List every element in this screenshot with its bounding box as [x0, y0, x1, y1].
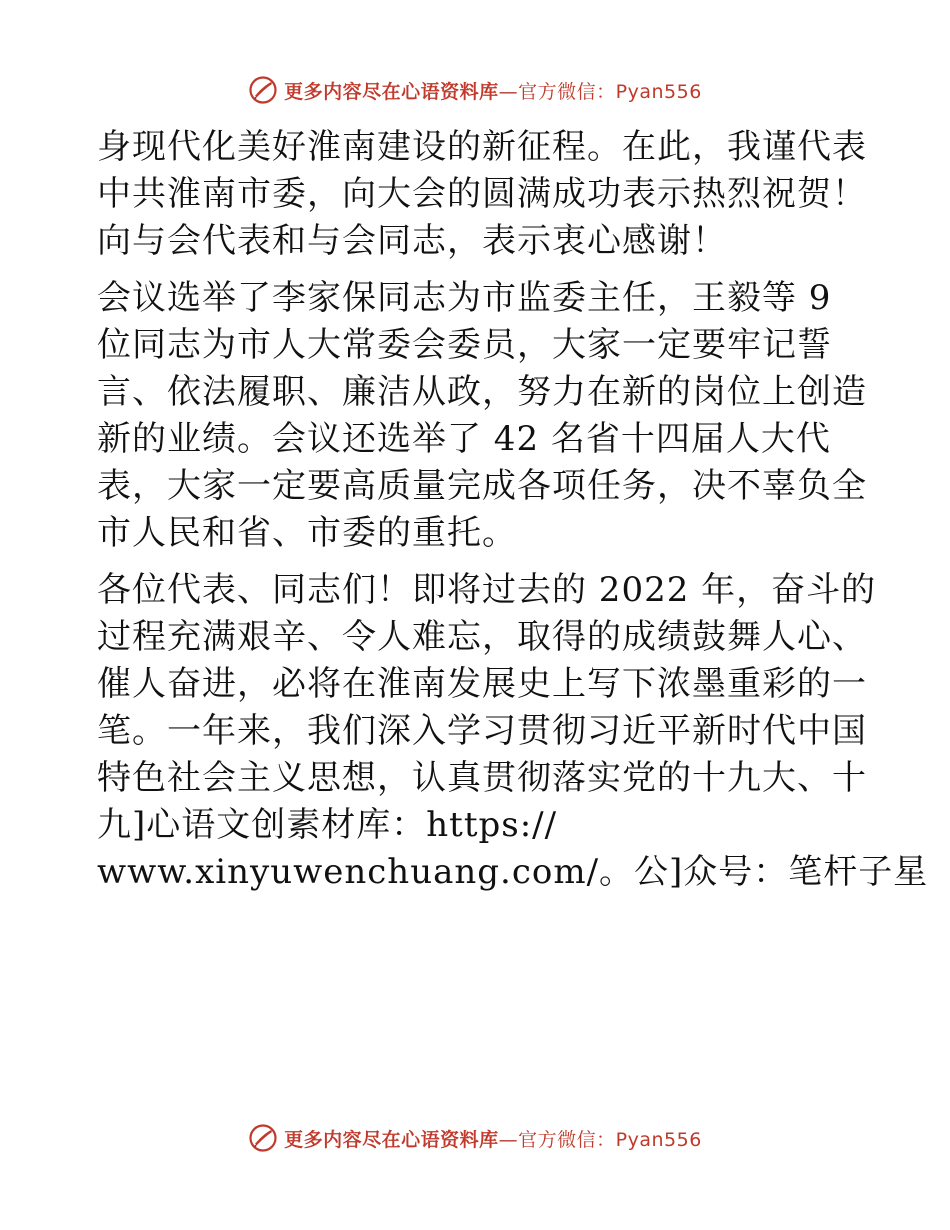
- watermark-site-text: 更多内容尽在心语资料库: [284, 80, 499, 103]
- text-line: 各位代表、同志们！即将过去的 2022 年，奋斗的: [97, 570, 877, 610]
- watermark-text: [284, 1125, 702, 1152]
- watermark-banner-top: [0, 70, 950, 110]
- paragraph-2: [97, 275, 867, 557]
- brush-pen-icon: [248, 1123, 278, 1153]
- text-line: 特色社会主义思想，认真贯彻落实党的十九大、十: [97, 758, 867, 798]
- text-line: 中共淮南市委，向大会的圆满成功表示热烈祝贺！: [97, 174, 867, 214]
- text-line: 向与会代表和与会同志，表示衷心感谢！: [97, 221, 727, 261]
- watermark-separator: —: [498, 1128, 519, 1151]
- text-line: 言、依法履职、廉洁从政，努力在新的岗位上创造: [97, 372, 867, 412]
- watermark-wechat-text: 官方微信：Pyan556: [518, 1128, 702, 1151]
- watermark-wechat-text: 官方微信：Pyan556: [518, 80, 702, 103]
- paragraph-1: [97, 124, 867, 265]
- text-line: 新的业绩。会议还选举了 42 名省十四届人大代: [97, 419, 831, 459]
- brush-pen-icon: [248, 75, 278, 105]
- text-line: 九]心语文创素材库：https://: [97, 805, 558, 845]
- text-line: 市人民和省、市委的重托。: [97, 513, 517, 553]
- text-line: 表，大家一定要高质量完成各项任务，决不辜负全: [97, 466, 867, 506]
- text-line: 位同志为市人大常委会委员，大家一定要牢记誓: [97, 325, 832, 365]
- text-line: 会议选举了李家保同志为市监委主任，王毅等 9: [97, 278, 832, 318]
- document-body: [97, 124, 929, 896]
- paragraph-3: [97, 567, 929, 896]
- text-line: www.xinyuwenchuang.com/。公]众号：笔杆子星: [97, 852, 929, 892]
- text-line: 笔。一年来，我们深入学习贯彻习近平新时代中国: [97, 711, 867, 751]
- text-line: 身现代化美好淮南建设的新征程。在此，我谨代表: [97, 127, 867, 167]
- text-line: 过程充满艰辛、令人难忘，取得的成绩鼓舞人心、: [97, 617, 867, 657]
- watermark-separator: —: [498, 80, 519, 103]
- watermark-site-text: 更多内容尽在心语资料库: [284, 1128, 499, 1151]
- text-line: 催人奋进，必将在淮南发展史上写下浓墨重彩的一: [97, 664, 867, 704]
- watermark-banner-bottom: [0, 1118, 950, 1158]
- watermark-text: [284, 77, 702, 104]
